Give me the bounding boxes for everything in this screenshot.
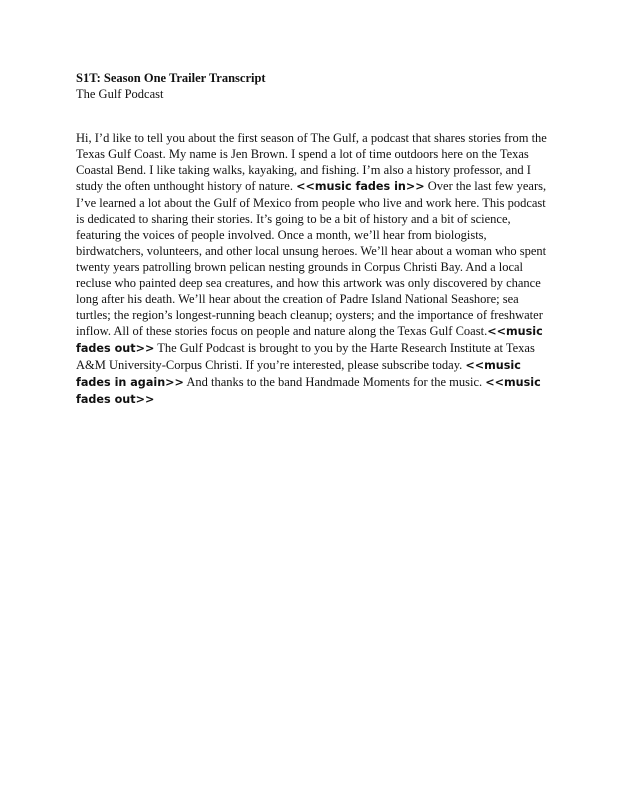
- music-cue: <<music fades out>>: [76, 376, 541, 406]
- transcript-text: And thanks to the band Handmade Moments for the music.: [183, 375, 486, 389]
- music-cue: <<music fades in>>: [296, 180, 425, 193]
- music-cue: <<music fades out>>: [76, 325, 543, 355]
- music-cue: <<music fades in again>>: [76, 359, 521, 389]
- transcript-paragraph: [76, 130, 552, 408]
- document-title: S1T: Season One Trailer Transcript: [76, 71, 266, 85]
- transcript-text: Hi, I’d like to tell you about the first season of The Gulf, a podcast that shares stories from the Texas Gulf Coast. My name is Jen Brown. I spend a lot of time outdoors here on the Texas Coastal Bend. I like taking walks, kayaking, and fishing. I’m also a history professor, and I study the often unthought history of nature.: [76, 131, 547, 193]
- document-subtitle: The Gulf Podcast: [76, 87, 164, 101]
- transcript-text: Over the last few years, I’ve learned a lot about the Gulf of Mexico from people who live and work here. This podcast is dedicated to sharing their stories. It’s going to be a bit of history and a bit of science, featuring the voices of people involved. Once a month, we’ll hear from biologists, birdwatchers, volunteers, and other local unsung heroes. We’ll hear about a woman who spent twenty years patrolling brown pelican nesting grounds in Corpus Christi Bay. And a local recluse who painted deep sea creatures, and how this artwork was only discovered by chance long after his death. We’ll hear about the creation of Padre Island National Seashore; sea turtles; the region’s longest-running beach cleanup; oysters; and the importance of freshwater inflow. All of these stories focus on people and nature along the Texas Gulf Coast.: [76, 179, 547, 338]
- document-header: [76, 70, 546, 102]
- transcript-text: The Gulf Podcast is brought to you by the Harte Research Institute at Texas A&M University-Corpus Christi. If you’re interested, please subscribe today.: [76, 341, 535, 372]
